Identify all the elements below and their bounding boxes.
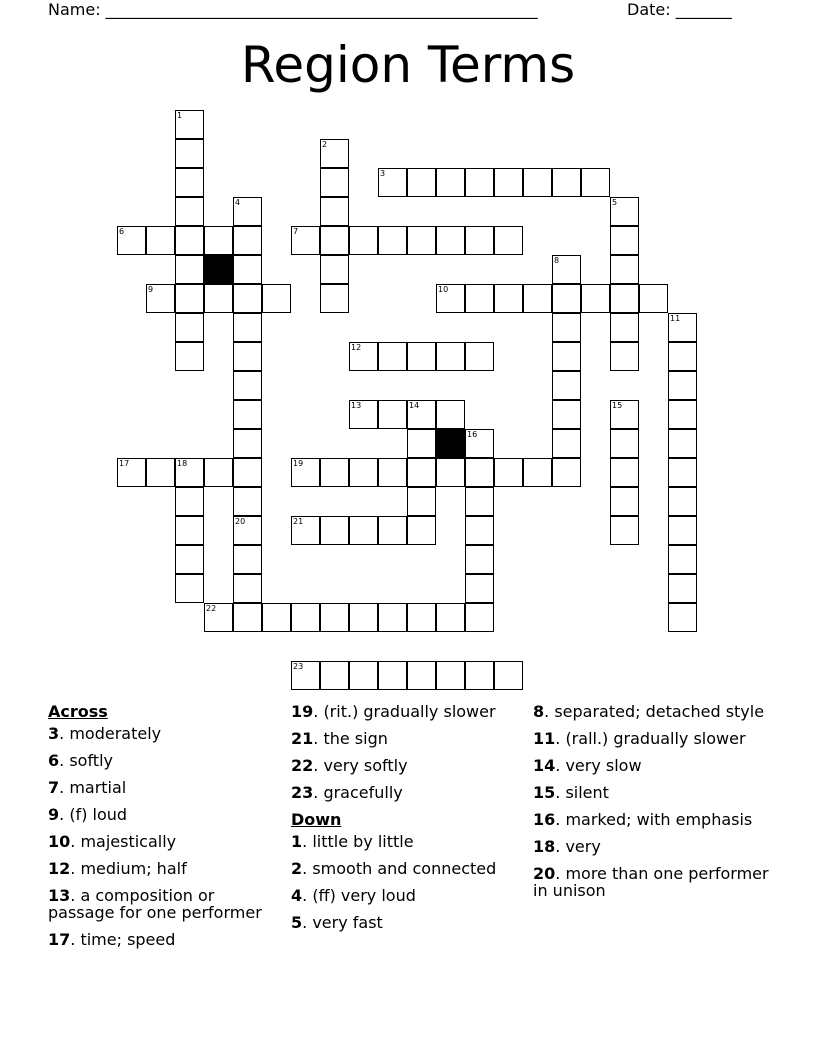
grid-cell[interactable] [349,458,378,487]
grid-cell[interactable] [175,342,204,371]
grid-cell[interactable] [233,458,262,487]
cell-number: 12 [351,343,362,352]
grid-cell[interactable] [552,400,581,429]
grid-cell[interactable] [320,661,349,690]
grid-cell[interactable] [233,545,262,574]
clue-down-18: 18. very [533,837,601,856]
down-heading: Down [291,810,342,829]
grid-cell[interactable] [407,168,436,197]
grid-cell[interactable] [668,516,697,545]
grid-cell[interactable] [668,342,697,371]
grid-cell[interactable] [146,226,175,255]
grid-cell[interactable] [320,197,349,226]
grid-cell[interactable] [465,574,494,603]
grid-cell[interactable] [146,458,175,487]
grid-cell[interactable] [465,226,494,255]
grid-cell[interactable] [668,400,697,429]
grid-cell[interactable] [233,603,262,632]
grid-cell[interactable] [552,429,581,458]
grid-cell[interactable] [378,603,407,632]
grid-cell[interactable] [233,371,262,400]
page-title: Region Terms [240,36,576,94]
grid-cell[interactable] [233,342,262,371]
grid-cell[interactable] [523,168,552,197]
clue-across-13: 13. a composition or passage for one performer [48,886,262,922]
grid-cell[interactable] [552,313,581,342]
clue-down-5: 5. very fast [291,913,383,932]
clue-across-6: 6. softly [48,751,113,770]
grid-cell[interactable] [639,284,668,313]
cell-number: 19 [293,459,304,468]
cell-number: 7 [293,227,299,236]
grid-cell[interactable] [175,574,204,603]
grid-cell[interactable] [175,168,204,197]
clue-down-1: 1. little by little [291,832,414,851]
grid-cell[interactable] [668,545,697,574]
down-clues-column-3 [533,703,773,909]
cell-number: 13 [351,401,362,410]
grid-cell[interactable] [378,342,407,371]
grid-cell[interactable] [436,603,465,632]
cell-number: 5 [612,198,618,207]
clue-across-3: 3. moderately [48,724,162,743]
grid-cell[interactable] [233,574,262,603]
cell-number: 3 [380,169,386,178]
grid-cell[interactable] [668,371,697,400]
grid-cell[interactable] [465,545,494,574]
grid-cell[interactable] [465,661,494,690]
grid-cell[interactable] [523,458,552,487]
grid-cell[interactable] [175,284,204,313]
cell-number: 22 [206,604,217,613]
grid-cell[interactable] [378,458,407,487]
grid-cell[interactable] [175,545,204,574]
grid-cell[interactable] [552,342,581,371]
grid-cell[interactable] [465,487,494,516]
grid-cell[interactable] [204,458,233,487]
grid-cell[interactable] [349,226,378,255]
grid-cell[interactable] [610,255,639,284]
grid-cell[interactable] [378,516,407,545]
grid-cell[interactable] [175,255,204,284]
grid-cell[interactable] [175,487,204,516]
grid-cell[interactable] [320,458,349,487]
cell-number: 1 [177,111,183,120]
grid-cell[interactable] [552,458,581,487]
grid-cell[interactable] [668,429,697,458]
grid-cell[interactable] [494,458,523,487]
grid-cell[interactable] [465,284,494,313]
grid-cell[interactable] [320,168,349,197]
cell-number: 17 [119,459,130,468]
clues-column-2 [291,703,526,941]
clue-across-9: 9. (f) loud [48,805,128,824]
cell-number: 21 [293,517,304,526]
grid-cell[interactable] [233,487,262,516]
grid-cell[interactable] [436,661,465,690]
grid-cell[interactable] [175,516,204,545]
grid-cell[interactable] [610,429,639,458]
grid-cell[interactable] [436,168,465,197]
across-heading: Across [48,702,108,721]
black-square [204,255,233,284]
clue-down-2: 2. smooth and connected [291,859,497,878]
grid-cell[interactable] [233,400,262,429]
grid-cell[interactable] [465,603,494,632]
grid-cell[interactable] [436,458,465,487]
name-field-label: Name: ______________________________________________________ [48,0,538,19]
grid-cell[interactable] [291,603,320,632]
grid-cell[interactable] [204,284,233,313]
cell-number: 14 [409,401,420,410]
grid-cell[interactable] [610,226,639,255]
clue-across-10: 10. majestically [48,832,177,851]
grid-cell[interactable] [233,313,262,342]
cell-number: 18 [177,459,188,468]
grid-cell[interactable] [668,458,697,487]
grid-cell[interactable] [233,226,262,255]
grid-cell[interactable] [668,487,697,516]
grid-cell[interactable] [581,284,610,313]
grid-cell[interactable] [175,313,204,342]
cell-number: 23 [293,662,304,671]
grid-cell[interactable] [175,197,204,226]
cell-number: 11 [670,314,681,323]
clue-down-15: 15. silent [533,783,609,802]
grid-cell[interactable] [407,429,436,458]
clue-across-19: 19. (rit.) gradually slower [291,702,496,721]
cell-number: 4 [235,198,241,207]
cell-number: 8 [554,256,560,265]
clue-across-12: 12. medium; half [48,859,187,878]
grid-cell[interactable] [610,458,639,487]
grid-cell[interactable] [175,226,204,255]
grid-cell[interactable] [668,603,697,632]
cell-number: 15 [612,401,623,410]
grid-cell[interactable] [465,168,494,197]
grid-cell[interactable] [320,226,349,255]
clue-across-7: 7. martial [48,778,127,797]
grid-cell[interactable] [610,284,639,313]
grid-cell[interactable] [349,661,378,690]
grid-cell[interactable] [581,168,610,197]
grid-cell[interactable] [465,342,494,371]
grid-cell[interactable] [407,458,436,487]
grid-cell[interactable] [465,516,494,545]
grid-cell[interactable] [233,429,262,458]
clue-down-4: 4. (ff) very loud [291,886,416,905]
grid-cell[interactable] [610,313,639,342]
grid-cell[interactable] [668,574,697,603]
grid-cell[interactable] [378,400,407,429]
grid-cell[interactable] [320,603,349,632]
clue-down-16: 16. marked; with emphasis [533,810,753,829]
date-field-label: Date: _______ [627,0,732,19]
across-clues-column-1 [48,703,278,958]
grid-cell[interactable] [552,371,581,400]
black-square [436,429,465,458]
grid-cell[interactable] [610,342,639,371]
grid-cell[interactable] [436,400,465,429]
grid-cell[interactable] [465,458,494,487]
grid-cell[interactable] [407,661,436,690]
grid-cell[interactable] [262,603,291,632]
clue-across-21: 21. the sign [291,729,388,748]
grid-cell[interactable] [436,342,465,371]
cell-number: 6 [119,227,125,236]
grid-cell[interactable] [407,226,436,255]
grid-cell[interactable] [494,168,523,197]
clue-down-8: 8. separated; detached style [533,702,765,721]
grid-cell[interactable] [349,603,378,632]
grid-cell[interactable] [233,255,262,284]
grid-cell[interactable] [378,661,407,690]
grid-cell[interactable] [204,226,233,255]
clue-across-22: 22. very softly [291,756,408,775]
grid-cell[interactable] [610,487,639,516]
grid-cell[interactable] [233,284,262,313]
grid-cell[interactable] [320,516,349,545]
cell-number: 2 [322,140,328,149]
grid-cell[interactable] [552,168,581,197]
grid-cell[interactable] [552,284,581,313]
cell-number: 20 [235,517,246,526]
grid-cell[interactable] [494,226,523,255]
cell-number: 16 [467,430,478,439]
grid-cell[interactable] [610,516,639,545]
grid-cell[interactable] [523,284,552,313]
clue-down-11: 11. (rall.) gradually slower [533,729,746,748]
grid-cell[interactable] [320,255,349,284]
grid-cell[interactable] [349,516,378,545]
clue-across-23: 23. gracefully [291,783,403,802]
grid-cell[interactable] [378,226,407,255]
clue-down-14: 14. very slow [533,756,642,775]
clue-across-17: 17. time; speed [48,930,176,949]
cell-number: 10 [438,285,449,294]
grid-cell[interactable] [407,342,436,371]
grid-cell[interactable] [494,284,523,313]
grid-cell[interactable] [407,516,436,545]
grid-cell[interactable] [320,284,349,313]
grid-cell[interactable] [262,284,291,313]
clue-down-20: 20. more than one performer in unison [533,864,769,900]
grid-cell[interactable] [494,661,523,690]
grid-cell[interactable] [407,487,436,516]
cell-number: 9 [148,285,154,294]
grid-cell[interactable] [436,226,465,255]
grid-cell[interactable] [407,603,436,632]
grid-cell[interactable] [175,139,204,168]
